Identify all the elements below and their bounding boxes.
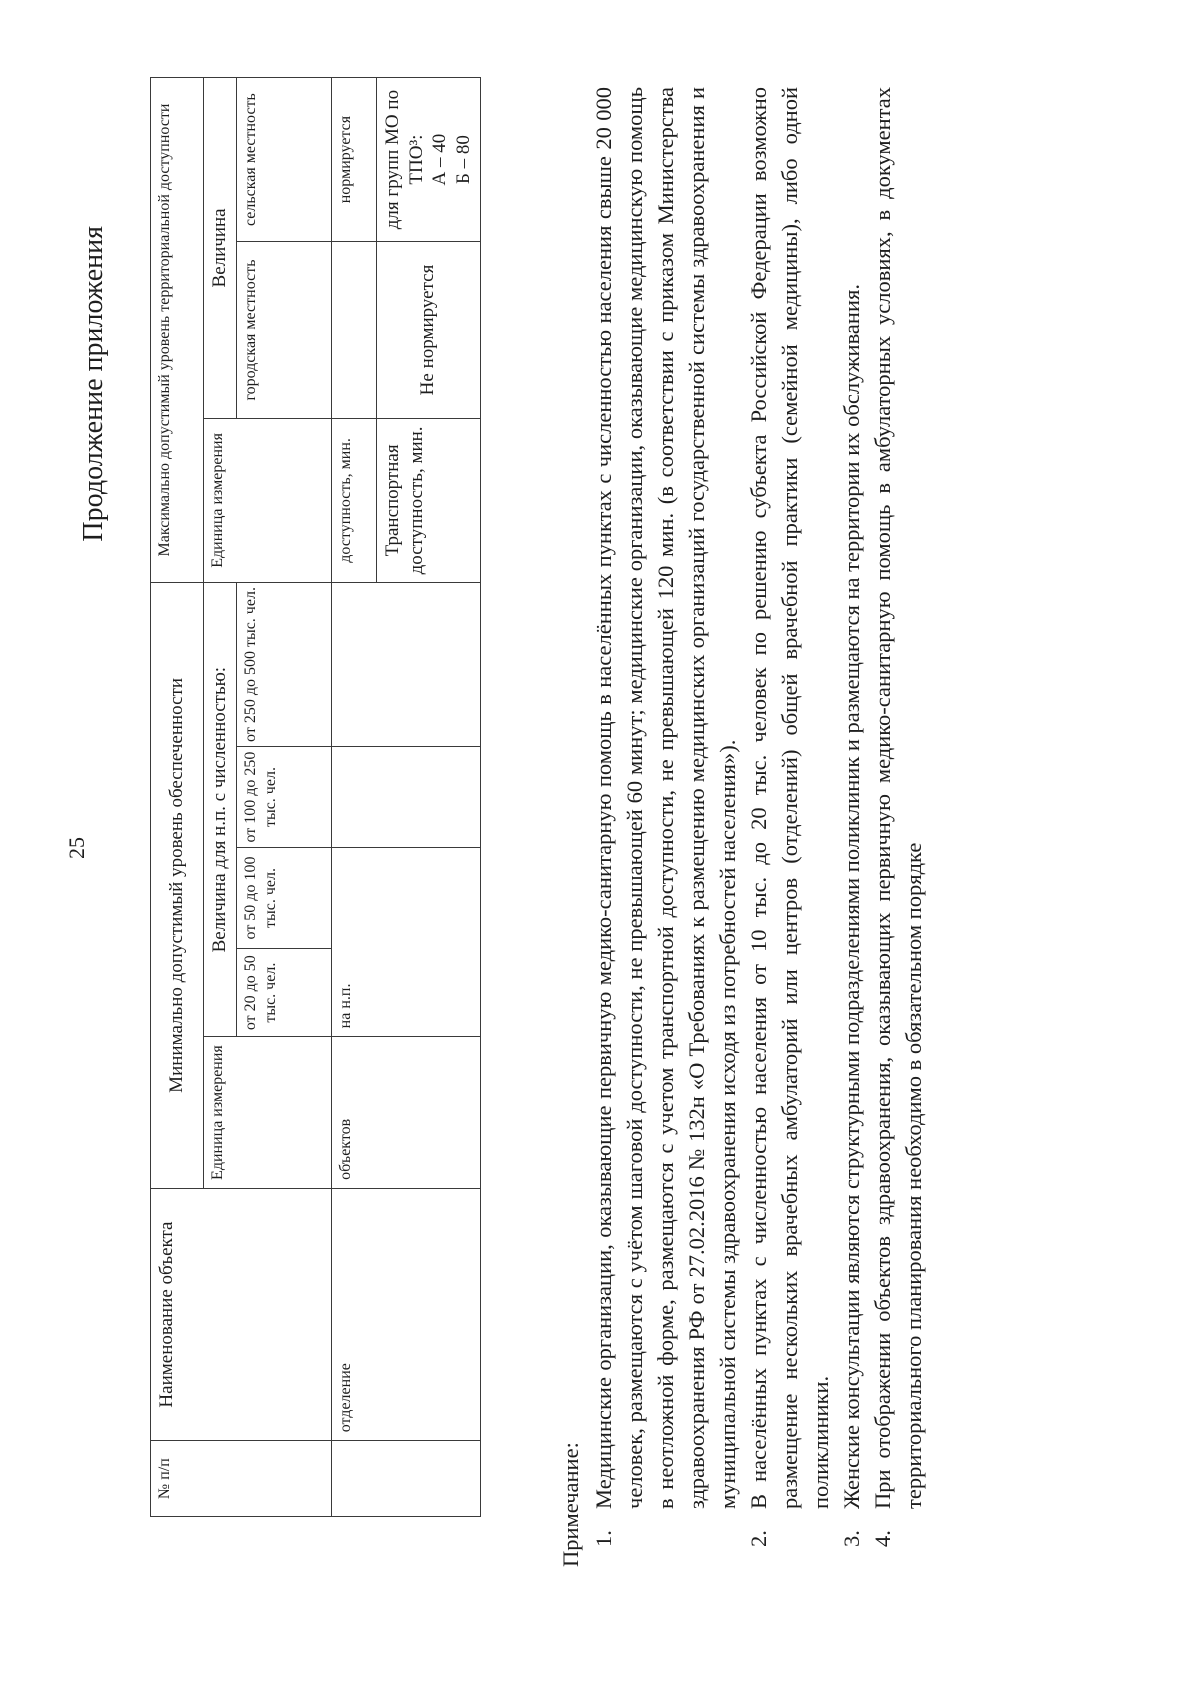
row-access-unit-1: доступность, мин. <box>331 418 376 582</box>
row-rural-1: нормируется <box>331 78 376 242</box>
note-number: 1. <box>591 1530 616 1547</box>
standards-table <box>150 77 481 1517</box>
note-text: Медицинские организации, оказывающие первичную медико-санитарную помощь в населённых пунктах с численностью населения свыше 20 000 человек, размещаются с учётом шаговой доступности, не превышающей 60 минут; медицинские организации, оказывающие медицинскую помощь в неотложной форме, размещаются с учетом транспортной доступности, не превышающей 120 мин. (в соответствии с приказом Министерства здравоохранения РФ от 27.02.2016 № 132н «О Требованиях к размещению медицинских организаций государственной системы здравоохранения и муниципальной системы здравоохранения исходя из потребностей населения»). <box>591 87 740 1509</box>
row-unit: объектов <box>331 1037 480 1188</box>
row-urban-2: Не нормируется <box>376 242 480 419</box>
header-urban: городская местность <box>236 242 331 419</box>
header-pop-50-100: от 50 до 100 тыс. чел. <box>236 848 331 949</box>
rural-2-line: для групп МО по ТПО³: <box>381 89 427 230</box>
row-per-settlement: на н.п. <box>331 848 480 1037</box>
note-text: В населённых пунктах с численностью населения от 10 тыс. до 20 тыс. человек по решению субъекта Российской Федерации возможно размещение нескольких врачебных амбулаторий или центров (отделений) общей врачебной практики (семейной медицины), либо одной поликлиники. <box>746 87 833 1509</box>
notes-list <box>588 87 929 1567</box>
page-number: 25 <box>64 837 89 859</box>
note-item <box>867 87 929 1567</box>
note-text: Женские консультации являются структурными подразделениями поликлиник и размещаются на территории их обслуживания. <box>839 284 864 1509</box>
note-text: При отображении объектов здравоохранения, оказывающих первичную медико-санитарную помощь в амбулаторных условиях, в документах территориального планирования необходимо в обязательном порядке <box>870 87 926 1509</box>
table-row <box>331 78 376 1517</box>
row-rural-2 <box>376 78 480 242</box>
header-value-by-population: Величина для н.п. с численностью: <box>204 582 237 1036</box>
header-pop-100-250: от 100 до 250 тыс. чел. <box>236 747 331 848</box>
rural-2-line: А – 40 <box>429 133 451 186</box>
note-item <box>743 87 836 1567</box>
note-number: 3. <box>839 1530 864 1547</box>
note-item <box>588 87 743 1567</box>
note-number: 4. <box>870 1530 895 1547</box>
row-no <box>331 1441 480 1517</box>
header-value: Величина <box>204 78 237 419</box>
row-urban-1 <box>331 242 376 419</box>
rural-2-line: Б – 80 <box>453 135 474 185</box>
note-item <box>836 87 867 1567</box>
header-row-1 <box>151 78 204 1517</box>
header-min-level: Минимально допустимый уровень обеспеченности <box>151 582 204 1188</box>
notes-section <box>555 87 929 1567</box>
row-access-unit-2: Транспортная доступность, мин. <box>376 418 480 582</box>
row-pop-100-250 <box>331 747 480 848</box>
header-no: № п/п <box>151 1441 332 1517</box>
notes-label: Примечание: <box>558 1442 583 1567</box>
row-name: отделение <box>331 1188 480 1440</box>
header-max-level: Максимально допустимый уровень территориальной доступности <box>151 78 204 583</box>
row-pop-250-500 <box>331 582 480 746</box>
note-number: 2. <box>746 1530 771 1547</box>
continuation-heading: Продолжение приложения <box>78 226 109 542</box>
header-rural: сельская местность <box>236 78 331 242</box>
header-name: Наименование объекта <box>151 1188 332 1440</box>
header-pop-20-50: от 20 до 50 тыс. чел. <box>236 948 331 1036</box>
header-unit: Единица измерения <box>204 1037 332 1188</box>
header-max-unit: Единица измерения <box>204 418 332 582</box>
header-pop-250-500: от 250 до 500 тыс. чел. <box>236 582 331 746</box>
